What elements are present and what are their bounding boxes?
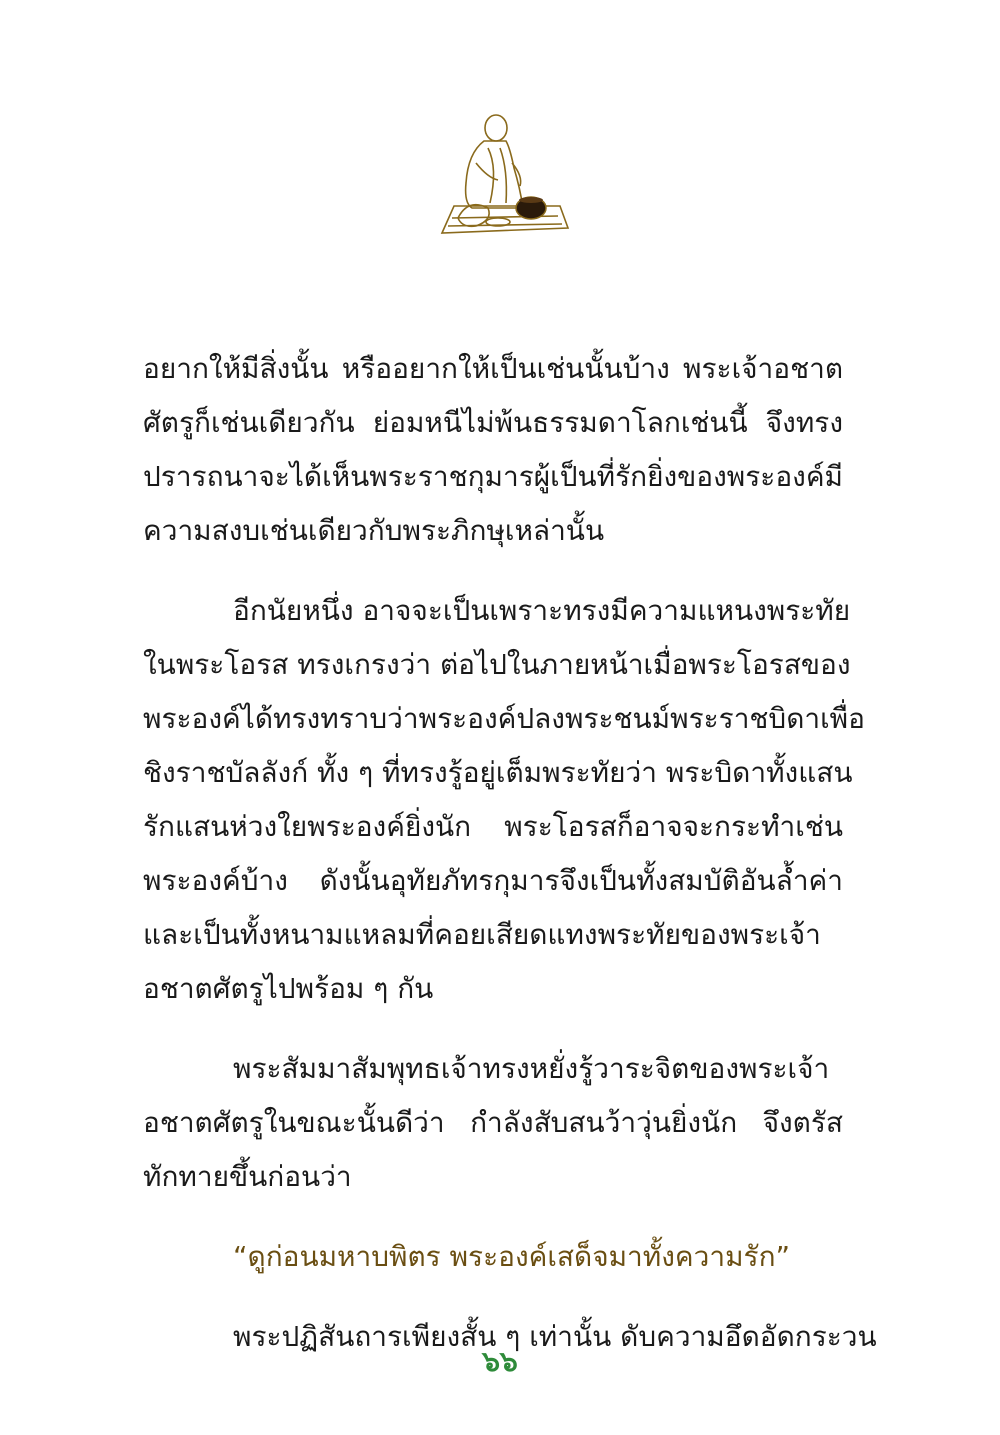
paragraph-1-line-1: อยากให้มีสิ่งนั้น หรืออยากให้เป็นเช่นนั้นบ้าง พระเจ้าอชาต — [143, 352, 843, 385]
seated-monk-illustration — [428, 108, 578, 243]
paragraph-gap — [143, 1204, 843, 1230]
paragraph-2-line-7: และเป็นทั้งหนามแหลมที่คอยเสียดแทงพระทัยของพระเจ้า — [143, 918, 821, 951]
paragraph-2-line-5: รักแสนห่วงใยพระองค์ยิ่งนัก พระโอรสก็อาจจะกระทำเช่น — [143, 810, 843, 843]
paragraph-gap — [143, 1284, 843, 1310]
final-line: พระปฏิสันถารเพียงสั้น ๆ เท่านั้น ดับความอึดอัดกระวน — [233, 1320, 877, 1353]
quoted-speech: “ดูก่อนมหาบพิตร พระองค์เสด็จมาทั้งความรัก” — [233, 1240, 791, 1273]
paragraph-2-line-3: พระองค์ได้ทรงทราบว่าพระองค์ปลงพระชนม์พระราชบิดาเพื่อ — [143, 702, 865, 735]
monk-drawing — [428, 108, 578, 243]
paragraph-2-line-1: อีกนัยหนึ่ง อาจจะเป็นเพราะทรงมีความแหนงพระทัย — [233, 594, 851, 627]
paragraph-2-line-8: อชาตศัตรูไปพร้อม ๆ กัน — [143, 972, 434, 1005]
paragraph-2-line-2: ในพระโอรส ทรงเกรงว่า ต่อไปในภายหน้าเมื่อพระโอรสของ — [143, 648, 851, 681]
paragraph-1-line-2: ศัตรูก็เช่นเดียวกัน ย่อมหนีไม่พ้นธรรมดาโลกเช่นนี้ จึงทรง — [143, 406, 843, 439]
paragraph-3-line-3: ทักทายขึ้นก่อนว่า — [143, 1160, 352, 1193]
paragraph-gap — [143, 1016, 843, 1042]
body-text — [143, 342, 877, 1364]
paragraph-3-line-2: อชาตศัตรูในขณะนั้นดีว่า กำลังสับสนว้าวุ่นยิ่งนัก จึงตรัส — [143, 1106, 843, 1139]
paragraph-2-line-4: ชิงราชบัลลังก์ ทั้ง ๆ ที่ทรงรู้อยู่เต็มพระทัยว่า พระบิดาทั้งแสน — [143, 756, 853, 789]
paragraph-1-line-3: ปรารถนาจะได้เห็นพระราชกุมารผู้เป็นที่รักยิ่งของพระองค์มี — [143, 460, 843, 493]
page-number: ๖๖ — [482, 1345, 518, 1378]
paragraph-1-line-4: ความสงบเช่นเดียวกับพระภิกษุเหล่านั้น — [143, 514, 605, 547]
paragraph-2-line-6: พระองค์บ้าง ดังนั้นอุทัยภัทรกุมารจึงเป็นทั้งสมบัติอันล้ำค่า — [143, 864, 843, 897]
paragraph-3-line-1: พระสัมมาสัมพุทธเจ้าทรงหยั่งรู้วาระจิตของพระเจ้า — [233, 1052, 830, 1085]
paragraph-gap — [143, 558, 843, 584]
